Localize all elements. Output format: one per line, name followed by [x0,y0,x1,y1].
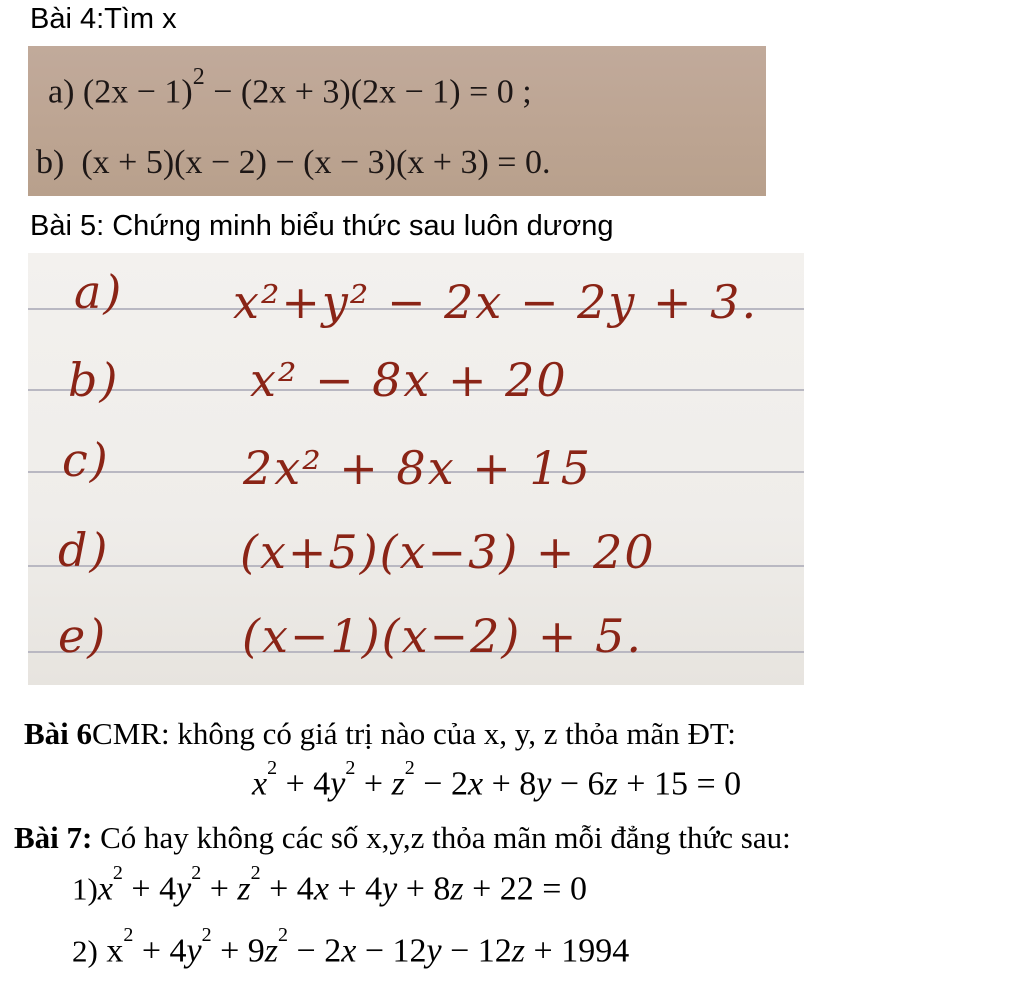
bai6-text: CMR: không có giá trị nào của x, y, z thỏa mãn ĐT: [92,716,736,751]
bai4-a-expr-1: (2x − 1) [82,73,193,111]
bai5-b-expr: x² − 8x + 20 [250,353,568,407]
bai4-b [36,144,550,182]
bai5-notebook-photo [28,253,804,685]
bai4-a-label: a) [48,73,75,111]
bai7-eq1: $1)x^2 + 4y^2 + z^2 + 4x + 4y + 8z + 22 = 0$ [72,862,587,908]
bai5-title: Bài 5: Chứng minh biểu thức sau luôn dương [30,210,614,242]
bai4-a [48,64,532,111]
bai7-eq2: 2) $x^2 + 4y^2 + 9z^2 - 2x - 12y - 12z + 1994$ [72,924,630,970]
bai6-heading: Bài 6 [24,716,93,751]
bai7-text: Có hay không các số x,y,z thỏa mãn mỗi đẳng thức sau: [100,820,791,855]
bai7-eq2-label: 2) [72,933,98,969]
bai4-a-expr-2: − (2x + 3)(2x − 1) = 0 ; [213,73,532,111]
bai6-statement [24,716,736,752]
bai5-a-label: a) [74,265,124,319]
bai7-heading: Bài 7: [14,820,93,855]
bai4-b-label: b) [36,144,65,181]
bai5-d-expr: (x+5)(x−3) + 20 [240,525,656,579]
bai5-d-label: d) [58,523,110,577]
bai5-c-expr: 2x² + 8x + 15 [243,441,592,495]
bai5-e-label: e) [58,609,108,663]
bai4-photo [28,46,766,196]
bai5-c-label: c) [62,433,110,487]
bai6-equation: $x^2 + 4y^2 + z^2 - 2x + 8y - 6z + 15 = 0$ [252,757,742,803]
bai7-eq1-label: 1) [72,871,98,907]
bai5-b-label: b) [68,353,120,407]
bai5-a-expr: x²+y² − 2x − 2y + 3. [233,275,759,329]
bai4-title: Bài 4:Tìm x [30,3,177,35]
bai5-e-expr: (x−1)(x−2) + 5. [242,609,643,663]
bai7-statement [14,820,791,856]
bai4-b-expr: (x + 5)(x − 2) − (x − 3)(x + 3) = 0. [81,144,551,181]
bai4-a-exponent: 2 [192,64,205,90]
